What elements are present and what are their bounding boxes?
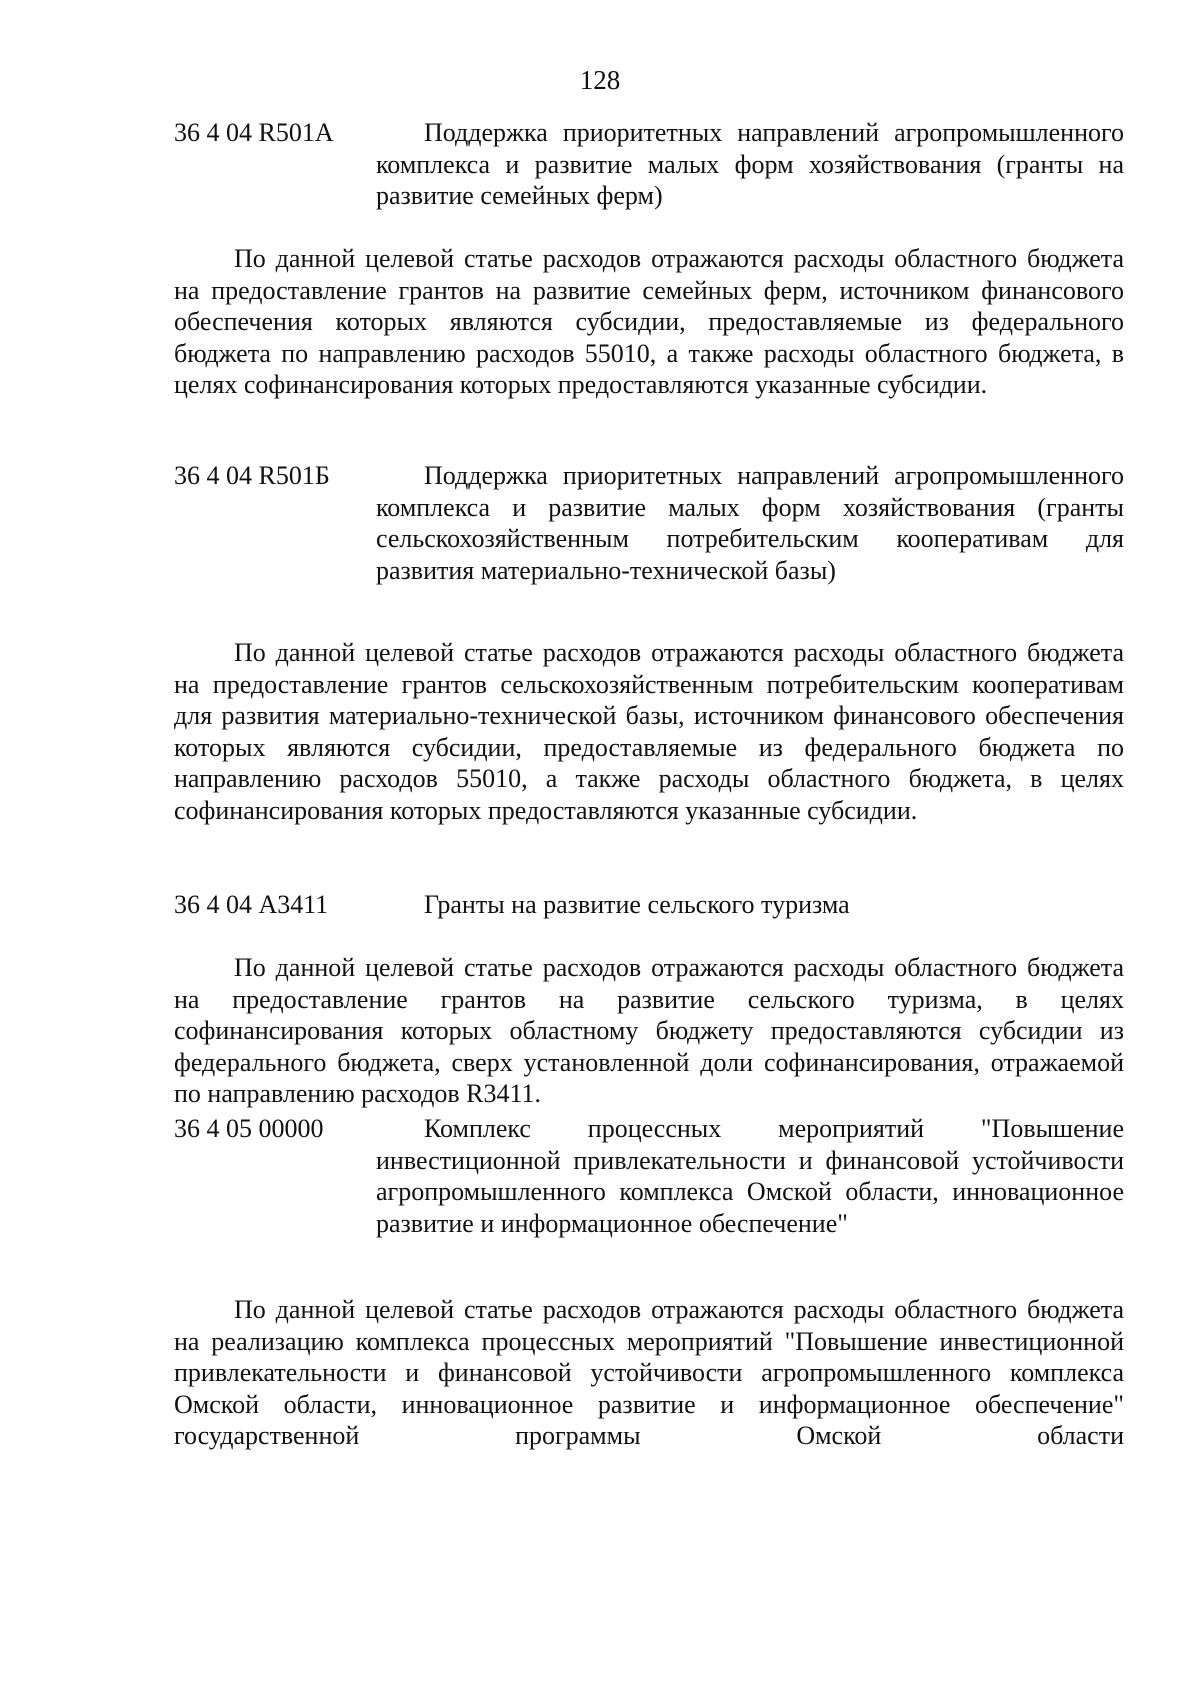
budget-item-title: Поддержка приоритетных направлений агропромышленного комплекса и развитие малых форм хозяйствования (гранты на развитие семейных ферм) — [376, 118, 1124, 210]
budget-item-title: Гранты на развитие сельского туризма — [424, 890, 850, 919]
budget-item-title: Комплекс процессных мероприятий "Повышение инвестиционной привлекательности и финансовой устойчивости агропромышленного комплекса Омской области, инновационное развитие и информационное обеспечение" — [376, 1114, 1124, 1238]
budget-item-code: 36 4 04 А3411 — [174, 890, 329, 919]
page-number: 128 — [579, 65, 621, 95]
budget-item-code: 36 4 04 R501Б — [174, 461, 330, 490]
budget-item-title: Поддержка приоритетных направлений агропромышленного комплекса и развитие малых форм хозяйствования (гранты сельскохозяйственным потребительским кооперативам для развития материально-технической базы) — [376, 461, 1124, 585]
budget-item-description: По данной целевой статье расходов отражаются расходы областного бюджета на предоставление грантов сельскохозяйственным потребительским кооперативам для развития материально-технической базы, источником финансового обеспечения которых являются субсидии, предоставляемые из федерального бюджета по направлению расходов 55010, а также расходы областного бюджета, в целях софинансирования которых предоставляются указанные субсидии. — [174, 638, 1124, 825]
budget-item-heading — [174, 460, 1124, 586]
budget-item-heading — [174, 1113, 1124, 1239]
budget-item-heading — [174, 889, 1124, 921]
budget-item-heading — [174, 117, 1124, 212]
budget-item-description: По данной целевой статье расходов отражаются расходы областного бюджета на предоставление грантов на развитие сельского туризма, в целях софинансирования которых областному бюджету предоставляются субсидии из федерального бюджета, сверх установленной доли софинансирования, отражаемой по направлению расходов R3411. — [174, 953, 1124, 1108]
budget-item-code: 36 4 04 R501А — [174, 118, 334, 147]
budget-item-description: По данной целевой статье расходов отражаются расходы областного бюджета на реализацию комплекса процессных мероприятий "Повышение инвестиционной привлекательности и финансовой устойчивости агропромышленного комплекса Омской области, инновационное развитие и информационное обеспечение" государственной программы Омской области — [174, 1295, 1124, 1450]
budget-item-code: 36 4 05 00000 — [174, 1114, 324, 1143]
budget-item-description: По данной целевой статье расходов отражаются расходы областного бюджета на предоставление грантов на развитие семейных ферм, источником финансового обеспечения которых являются субсидии, предоставляемые из федерального бюджета по направлению расходов 55010, а также расходы областного бюджета, в целях софинансирования которых предоставляются указанные субсидии. — [174, 244, 1124, 399]
